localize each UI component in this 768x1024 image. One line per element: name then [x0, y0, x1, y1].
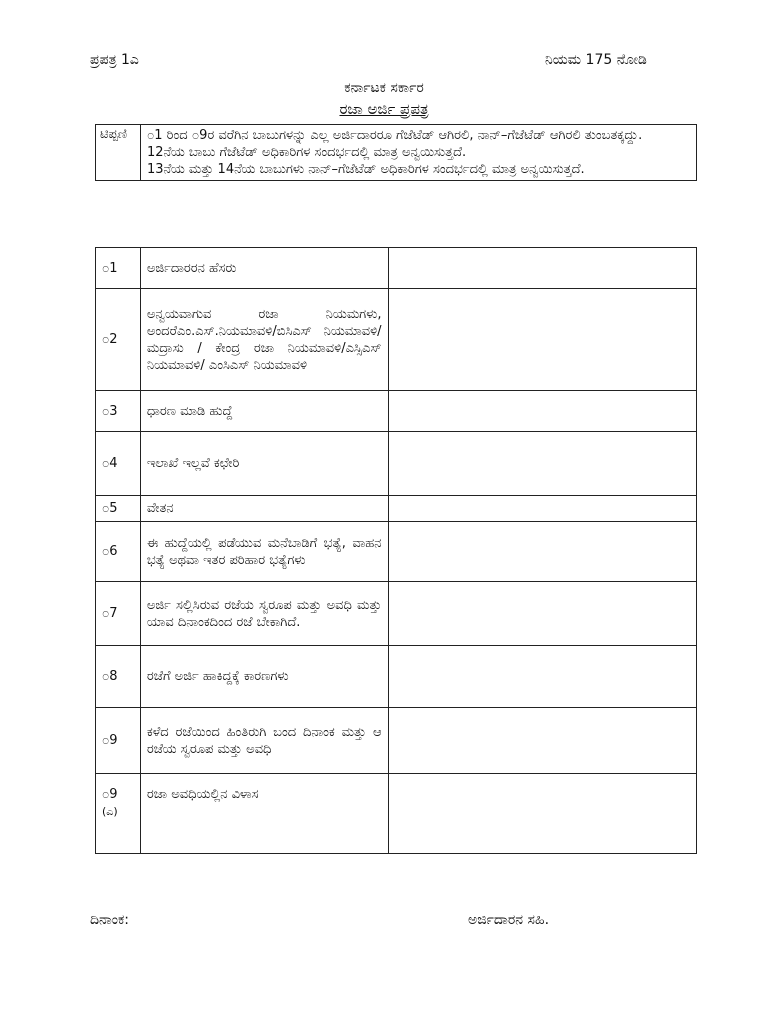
table-row	[96, 432, 697, 496]
answer-field[interactable]	[388, 391, 696, 432]
table-row	[96, 708, 697, 774]
answer-field[interactable]	[388, 522, 696, 582]
table-row	[96, 248, 697, 289]
answer-field[interactable]	[388, 248, 696, 289]
note-label: ಟಿಪ್ಪಣಿ	[96, 125, 141, 181]
row-sub-number: (ಎ)	[102, 805, 118, 818]
row-label: ರಜಾ ಅವಧಿಯಲ್ಲಿನ ವಿಳಾಸ	[140, 774, 388, 854]
row-number: ೦1	[96, 248, 141, 289]
form-title-text: ರಜಾ ಅರ್ಜಿ ಪ್ರಪತ್ರ	[339, 100, 429, 118]
row-label: ಧಾರಣ ಮಾಡಿ ಹುದ್ದೆ	[140, 391, 388, 432]
row-label: ಈ ಹುದ್ದೆಯಲ್ಲಿ ಪಡೆಯುವ ಮನೆಬಾಡಿಗೆ ಭತ್ಯೆ, ವಾಹನ ಭತ್ಯೆ ಅಥವಾ ಇತರ ಪರಿಹಾರ ಭತ್ಯೆಗಳು	[140, 522, 388, 582]
row-label: ಇಲಾಖೆ ಇಲ್ಲವೆ ಕಛೇರಿ	[140, 432, 388, 496]
row-number: ೦2	[96, 289, 141, 391]
row-number: ೦4	[96, 432, 141, 496]
row-label: ಅನ್ವಯವಾಗುವ ರಜಾ ನಿಯಮಗಳು, ಅಂದರೆಎಂ.ಎಸ್.ನಿಯಮಾವಳಿ/ಬಿಸಿಎಸ್ ನಿಯಮಾವಳಿ/ ಮದ್ರಾಸು / ಕೇಂದ್ರ ರಜಾ ನಿಯಮಾವಳಿ/ಎಸ್ಸಿಎಸ್ ನಿಯಮಾವಳಿ/ ಎಂಸಿಎಸ್ ನಿಯಮಾವಳಿ	[140, 289, 388, 391]
answer-field[interactable]	[388, 646, 696, 708]
answer-field[interactable]	[388, 496, 696, 522]
date-label: ದಿನಾಂಕ:	[90, 912, 129, 928]
answer-field[interactable]	[388, 582, 696, 646]
signature-label: ಅರ್ಜಿದಾರನ ಸಹಿ.	[468, 912, 550, 928]
note-line: 12ನೆಯ ಬಾಬು ಗೆಜೆಟೆಡ್ ಅಧಿಕಾರಿಗಳ ಸಂದರ್ಭದಲ್ಲಿ ಮಾತ್ರ ಅನ್ವಯಿಸುತ್ತದೆ.	[147, 145, 467, 160]
row-label: ರಜೆಗೆ ಅರ್ಜಿ ಹಾಕಿದ್ದಕ್ಕೆ ಕಾರಣಗಳು	[140, 646, 388, 708]
row-number: ೦9	[96, 708, 141, 774]
rule-reference: ನಿಯಮ 175 ನೋಡಿ	[545, 52, 647, 68]
note-line: 13ನೆಯ ಮತ್ತು 14ನೆಯ ಬಾಬುಗಳು ನಾನ್–ಗೆಜೆಟೆಡ್ ಅಧಿಕಾರಿಗಳ ಸಂದರ್ಭದಲ್ಲಿ ಮಾತ್ರ ಅನ್ವಯಿಸುತ್ತದೆ.	[147, 162, 585, 177]
answer-field[interactable]	[388, 432, 696, 496]
row-label: ಕಳೆದ ರಜೆಯಿಂದ ಹಿಂತಿರುಗಿ ಬಂದ ದಿನಾಂಕ ಮತ್ತು ಆ ರಜೆಯ ಸ್ವರೂಪ ಮತ್ತು ಅವಧಿ	[140, 708, 388, 774]
form-number: ಪ್ರಪತ್ರ 1ಎ	[90, 52, 139, 68]
row-label: ಅರ್ಜಿದಾರರನ ಹೆಸರು	[140, 248, 388, 289]
row-label: ವೇತನ	[140, 496, 388, 522]
table-row	[96, 289, 697, 391]
row-number: ೦7	[96, 582, 141, 646]
row-number: ೦3	[96, 391, 141, 432]
table-row	[96, 774, 697, 854]
answer-field[interactable]	[388, 708, 696, 774]
row-number: ೦5	[96, 496, 141, 522]
note-table	[95, 124, 697, 181]
row-number: ೦8	[96, 646, 141, 708]
table-row	[96, 391, 697, 432]
row-number: ೦6	[96, 522, 141, 582]
row-label: ಅರ್ಜಿ ಸಲ್ಲಿಸಿರುವ ರಜೆಯ ಸ್ವರೂಪ ಮತ್ತು ಅವಧಿ ಮತ್ತು ಯಾವ ದಿನಾಂಕದಿಂದ ರಜೆ ಬೇಕಾಗಿದೆ.	[140, 582, 388, 646]
form-title	[0, 100, 768, 118]
table-row	[96, 496, 697, 522]
row-number: ೦9 (ಎ)	[96, 774, 141, 854]
note-body	[141, 125, 697, 181]
table-row	[96, 522, 697, 582]
answer-field[interactable]	[388, 289, 696, 391]
table-row	[96, 646, 697, 708]
government-name: ಕರ್ನಾಟಕ ಸರ್ಕಾರ	[344, 80, 424, 96]
leave-form-table	[95, 247, 697, 854]
table-row	[96, 582, 697, 646]
note-line: ೦1 ರಿಂದ ೦9ರ ವರೆಗಿನ ಬಾಬುಗಳನ್ನು ಎಲ್ಲ ಅರ್ಜಿದಾರರೂ ಗೆಜೆಟೆಡ್ ಆಗಿರಲಿ, ನಾನ್–ಗೆಜೆಟೆಡ್ ಆಗಿರಲಿ ತುಂಬತಕ್ಕದ್ದು.	[147, 128, 643, 143]
answer-field[interactable]	[388, 774, 696, 854]
